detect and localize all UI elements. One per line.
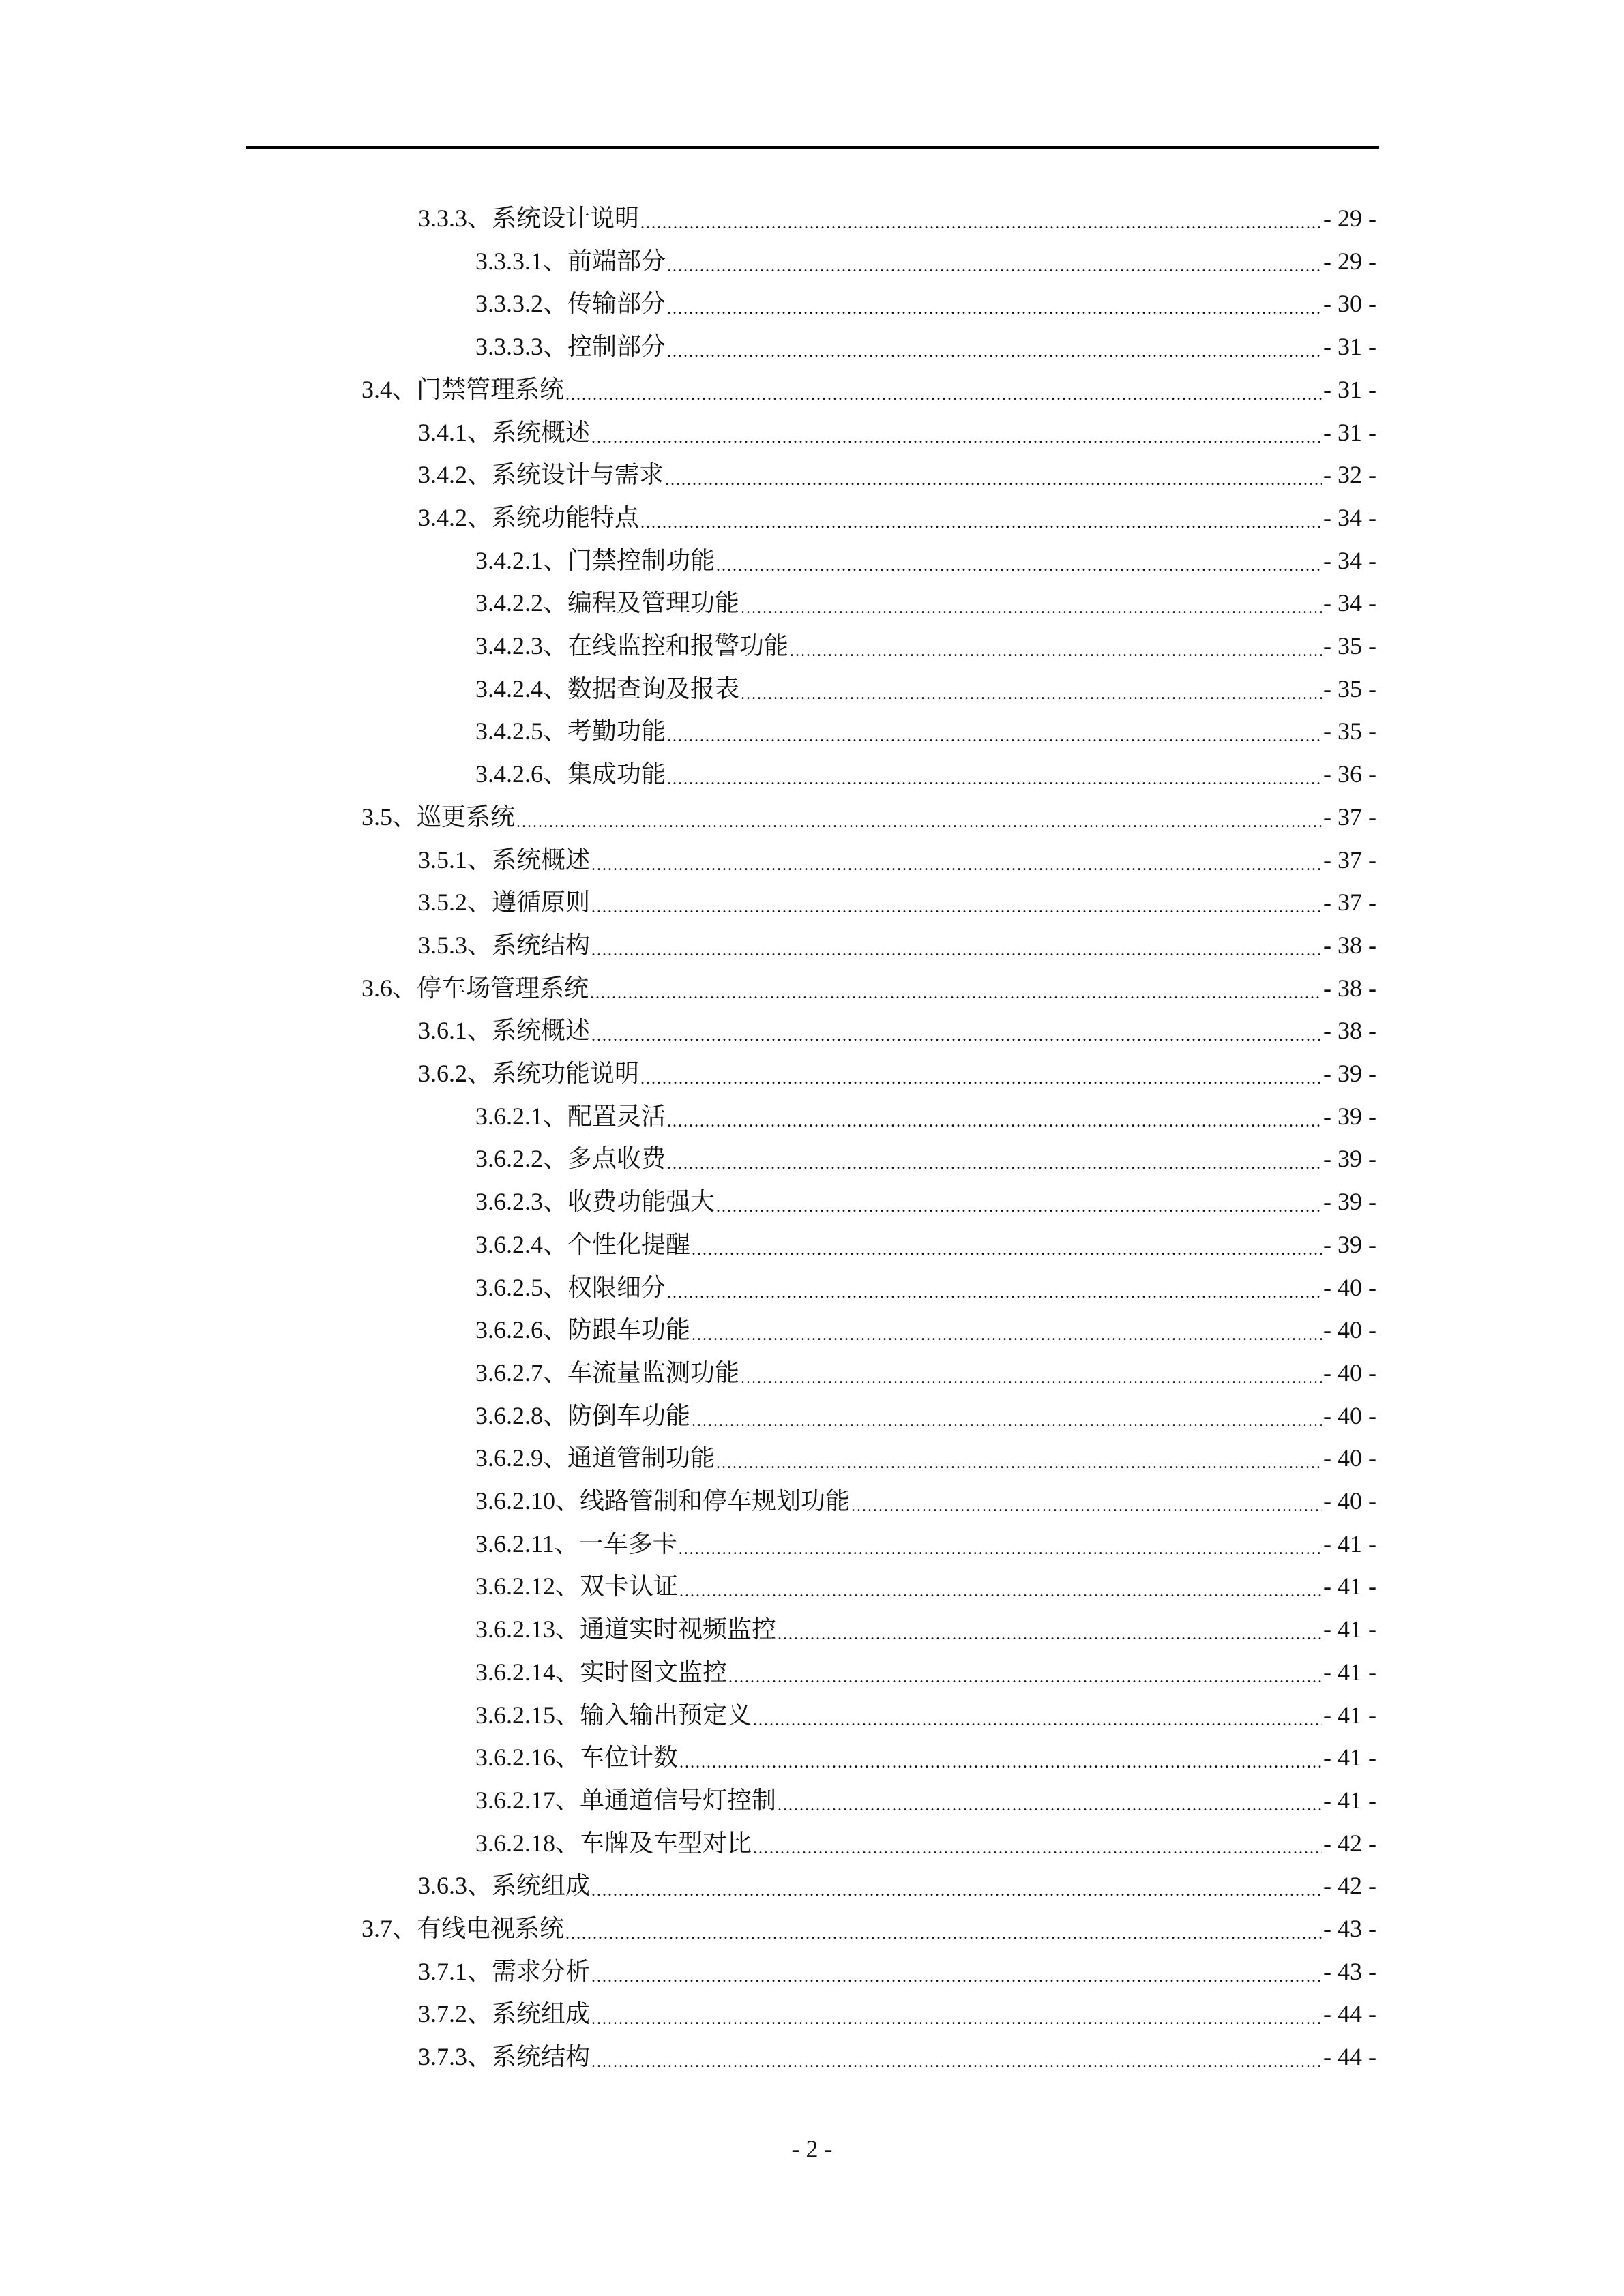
toc-dot-leader <box>741 673 1322 704</box>
toc-entry-page-number: - 38 - <box>1323 1017 1376 1044</box>
toc-entry[interactable] <box>475 1699 1376 1731</box>
toc-entry-number: 3.6.2.2 <box>475 1145 543 1172</box>
toc-entry-title: 系统组成 <box>492 1872 591 1899</box>
toc-entry-separator: 、 <box>467 1017 492 1044</box>
toc-entry-number: 3.4.2.4 <box>475 675 543 702</box>
toc-entry-title: 通道管制功能 <box>567 1444 715 1472</box>
toc-entry-title: 集成功能 <box>567 760 666 788</box>
toc-entry-title: 防倒车功能 <box>567 1402 691 1429</box>
toc-entry[interactable] <box>475 1613 1376 1645</box>
toc-entry-number: 3.3.3.1 <box>475 248 543 275</box>
toc-entry-page-number: - 40 - <box>1323 1359 1376 1386</box>
toc-entry[interactable] <box>475 715 1376 747</box>
toc-entry-separator: 、 <box>555 1658 580 1686</box>
toc-entry-title: 控制部分 <box>567 333 666 360</box>
toc-dot-leader <box>667 1272 1322 1303</box>
toc-entry-separator: 、 <box>467 889 492 916</box>
toc-entry-separator: 、 <box>543 717 568 745</box>
toc-entry-number: 3.6.2.14 <box>475 1658 555 1686</box>
toc-dot-leader <box>692 1229 1322 1260</box>
toc-entry-page-number: - 41 - <box>1323 1701 1376 1729</box>
toc-entry-separator: 、 <box>555 1487 580 1515</box>
toc-entry[interactable] <box>475 1442 1376 1474</box>
toc-entry-title: 门禁管理系统 <box>417 376 565 403</box>
toc-entry-page-number: - 41 - <box>1323 1787 1376 1814</box>
toc-entry-separator: 、 <box>555 1615 580 1643</box>
toc-entry-separator: 、 <box>543 1145 568 1172</box>
toc-entry-page-number: - 40 - <box>1323 1274 1376 1301</box>
toc-entry-number: 3.6.2.12 <box>475 1572 555 1600</box>
toc-dot-leader <box>591 417 1322 448</box>
toc-entry-title: 有线电视系统 <box>417 1915 565 1942</box>
toc-entry-title: 系统设计说明 <box>492 205 640 232</box>
toc-entry-separator: 、 <box>543 1316 568 1343</box>
toc-entry-title: 前端部分 <box>567 248 666 275</box>
toc-entry-page-number: - 31 - <box>1323 333 1376 360</box>
toc-entry-number: 3.6.2.4 <box>475 1231 543 1258</box>
toc-entry-page-number: - 37 - <box>1323 846 1376 874</box>
toc-entry-title: 需求分析 <box>492 1958 591 1985</box>
toc-entry[interactable] <box>418 1058 1376 1089</box>
toc-entry-title: 传输部分 <box>567 290 666 317</box>
toc-entry[interactable] <box>418 1870 1376 1901</box>
toc-entry[interactable] <box>475 1229 1376 1260</box>
toc-dot-leader <box>640 203 1322 234</box>
toc-entry-number: 3.6.2.16 <box>475 1744 555 1771</box>
toc-entry-number: 3.7.2 <box>418 2000 467 2027</box>
toc-entry-separator: 、 <box>555 1572 580 1600</box>
toc-entry-page-number: - 41 - <box>1323 1615 1376 1643</box>
toc-entry-number: 3.6.2.18 <box>475 1830 555 1857</box>
toc-entry-number: 3.6.2.6 <box>475 1316 543 1343</box>
toc-entry-number: 3.6.2.3 <box>475 1188 543 1215</box>
toc-entry-page-number: - 43 - <box>1323 1958 1376 1985</box>
toc-entry-title: 个性化提醒 <box>567 1231 691 1258</box>
toc-entry-page-number: - 34 - <box>1323 589 1376 616</box>
toc-entry[interactable] <box>475 673 1376 704</box>
toc-entry-title: 遵循原则 <box>492 889 591 916</box>
toc-entry-separator: 、 <box>555 1744 580 1771</box>
toc-entry-title: 一车多卡 <box>578 1530 677 1557</box>
toc-entry-separator: 、 <box>467 504 492 531</box>
toc-entry[interactable] <box>475 1186 1376 1217</box>
toc-entry-number: 3.6.2.10 <box>475 1487 555 1515</box>
toc-entry-separator: 、 <box>392 803 417 831</box>
toc-entry[interactable] <box>475 758 1376 790</box>
toc-entry-number: 3.6.2 <box>418 1060 467 1087</box>
toc-entry-page-number: - 39 - <box>1323 1060 1376 1087</box>
toc-entry[interactable] <box>418 1998 1376 2029</box>
toc-entry[interactable] <box>361 1913 1376 1944</box>
toc-entry-separator: 、 <box>467 931 492 959</box>
toc-entry-number: 3.6 <box>361 974 392 1002</box>
toc-dot-leader <box>591 2041 1322 2072</box>
toc-entry[interactable] <box>475 1400 1376 1431</box>
toc-entry[interactable] <box>475 1656 1376 1688</box>
toc-entry-page-number: - 35 - <box>1323 717 1376 745</box>
toc-entry-number: 3.6.2.7 <box>475 1359 543 1386</box>
toc-dot-leader <box>716 545 1322 576</box>
toc-entry[interactable] <box>418 2041 1376 2072</box>
toc-entry-separator: 、 <box>543 1231 568 1258</box>
toc-dot-leader <box>591 1015 1322 1046</box>
toc-entry[interactable] <box>475 1528 1376 1560</box>
toc-entry-number: 3.7 <box>361 1915 392 1942</box>
toc-entry-title: 双卡认证 <box>580 1572 679 1600</box>
toc-entry-page-number: - 40 - <box>1323 1444 1376 1472</box>
toc-entry-title: 在线监控和报警功能 <box>567 632 789 659</box>
toc-entry-number: 3.6.2.5 <box>475 1274 543 1301</box>
toc-entry-page-number: - 44 - <box>1323 2043 1376 2070</box>
toc-entry-separator: 、 <box>543 589 568 616</box>
toc-entry-number: 3.6.2.1 <box>475 1103 543 1130</box>
toc-entry-page-number: - 34 - <box>1323 504 1376 531</box>
toc-entry-number: 3.4 <box>361 376 392 403</box>
toc-entry-title: 车位计数 <box>580 1744 679 1771</box>
toc-entry-page-number: - 43 - <box>1323 1915 1376 1942</box>
toc-entry-separator: 、 <box>392 376 417 403</box>
toc-entry-separator: 、 <box>555 1701 580 1729</box>
toc-entry-number: 3.5.1 <box>418 846 467 874</box>
toc-dot-leader <box>590 972 1322 1004</box>
toc-dot-leader <box>679 1570 1322 1602</box>
toc-entry[interactable] <box>475 245 1376 277</box>
toc-entry[interactable] <box>475 1357 1376 1388</box>
toc-entry[interactable] <box>418 417 1376 448</box>
toc-entry-title: 门禁控制功能 <box>567 547 715 574</box>
toc-entry-title: 车流量监测功能 <box>567 1359 740 1386</box>
toc-dot-leader <box>728 1656 1322 1688</box>
toc-entry-number: 3.5 <box>361 803 392 831</box>
toc-dot-leader <box>716 1442 1322 1474</box>
toc-entry-separator: 、 <box>467 1060 492 1087</box>
toc-entry[interactable] <box>361 374 1376 405</box>
toc-entry[interactable] <box>475 1742 1376 1773</box>
toc-entry-title: 巡更系统 <box>417 803 516 831</box>
toc-entry-title: 系统组成 <box>492 2000 591 2027</box>
toc-dot-leader <box>591 1998 1322 2029</box>
toc-entry[interactable] <box>361 972 1376 1004</box>
toc-entry-page-number: - 38 - <box>1323 974 1376 1002</box>
toc-entry-page-number: - 41 - <box>1323 1572 1376 1600</box>
page-number-footer: - 2 - <box>791 2135 833 2162</box>
toc-entry-page-number: - 44 - <box>1323 2000 1376 2027</box>
toc-entry-page-number: - 34 - <box>1323 547 1376 574</box>
toc-entry-separator: 、 <box>543 632 568 659</box>
toc-dot-leader <box>665 459 1322 490</box>
toc-dot-leader <box>667 245 1322 277</box>
toc-entry[interactable] <box>475 1828 1376 1859</box>
toc-entry-number: 3.4.2.6 <box>475 760 543 788</box>
toc-dot-leader <box>667 1101 1322 1132</box>
toc-entry-page-number: - 42 - <box>1323 1872 1376 1899</box>
toc-dot-leader <box>741 587 1322 618</box>
toc-entry-title: 考勤功能 <box>567 717 666 745</box>
toc-entry-title: 系统功能说明 <box>492 1060 640 1087</box>
toc-dot-leader <box>778 1613 1322 1645</box>
toc-dot-leader <box>591 886 1322 918</box>
toc-entry[interactable] <box>361 801 1376 833</box>
toc-entry[interactable] <box>418 459 1376 490</box>
toc-entry[interactable] <box>475 1485 1376 1517</box>
toc-entry-separator: 、 <box>554 1530 579 1557</box>
toc-entry-number: 3.3.3.2 <box>475 290 543 317</box>
toc-entry-title: 配置灵活 <box>567 1103 666 1130</box>
toc-entry-page-number: - 30 - <box>1323 290 1376 317</box>
toc-entry-title: 系统结构 <box>492 931 591 959</box>
toc-entry-separator: 、 <box>543 333 568 360</box>
toc-dot-leader <box>667 758 1322 790</box>
toc-entry-separator: 、 <box>543 1359 568 1386</box>
toc-entry[interactable] <box>418 929 1376 961</box>
toc-entry-number: 3.4.2.1 <box>475 547 543 574</box>
toc-entry-title: 系统功能特点 <box>492 504 640 531</box>
toc-entry-number: 3.6.3 <box>418 1872 467 1899</box>
toc-dot-leader <box>565 1913 1322 1944</box>
toc-entry-number: 3.5.3 <box>418 931 467 959</box>
toc-entry-title: 系统概述 <box>492 1017 591 1044</box>
toc-entry-title: 通道实时视频监控 <box>580 1615 777 1643</box>
toc-entry-page-number: - 41 - <box>1323 1658 1376 1686</box>
toc-dot-leader <box>692 1400 1322 1431</box>
toc-dot-leader <box>679 1742 1322 1773</box>
toc-entry-title: 编程及管理功能 <box>567 589 740 616</box>
toc-entry-title: 实时图文监控 <box>580 1658 728 1686</box>
toc-dot-leader <box>565 374 1322 405</box>
toc-entry[interactable] <box>475 331 1376 362</box>
toc-entry-separator: 、 <box>543 547 568 574</box>
toc-entry[interactable] <box>475 545 1376 576</box>
toc-entry-separator: 、 <box>467 205 492 232</box>
toc-dot-leader <box>716 1186 1322 1217</box>
toc-entry-separator: 、 <box>467 461 492 488</box>
toc-entry-separator: 、 <box>467 2000 492 2027</box>
toc-entry-number: 3.6.2.15 <box>475 1701 555 1729</box>
toc-entry[interactable] <box>475 1272 1376 1303</box>
toc-entry-number: 3.4.2 <box>418 504 467 531</box>
toc-dot-leader <box>667 715 1322 747</box>
toc-dot-leader <box>753 1828 1322 1859</box>
toc-entry-number: 3.4.2.3 <box>475 632 543 659</box>
toc-entry-separator: 、 <box>467 1872 492 1899</box>
toc-entry-separator: 、 <box>392 974 417 1002</box>
toc-entry-title: 收费功能强大 <box>567 1188 715 1215</box>
toc-entry-separator: 、 <box>555 1830 580 1857</box>
toc-entry-page-number: - 29 - <box>1323 205 1376 232</box>
toc-entry[interactable] <box>475 288 1376 319</box>
toc-dot-leader <box>591 1956 1322 1987</box>
toc-dot-leader <box>667 331 1322 362</box>
toc-entry-title: 线路管制和停车规划功能 <box>580 1487 851 1515</box>
toc-entry-title: 停车场管理系统 <box>417 974 589 1002</box>
toc-entry-page-number: - 40 - <box>1323 1402 1376 1429</box>
toc-entry-number: 3.7.1 <box>418 1958 467 1985</box>
toc-entry-separator: 、 <box>543 675 568 702</box>
toc-dot-leader <box>667 1143 1322 1174</box>
toc-entry-page-number: - 31 - <box>1323 419 1376 446</box>
toc-entry-separator: 、 <box>543 290 568 317</box>
toc-entry[interactable] <box>475 1101 1376 1132</box>
toc-entry[interactable] <box>475 630 1376 661</box>
toc-entry-number: 3.6.2.9 <box>475 1444 543 1472</box>
toc-entry-separator: 、 <box>543 760 568 788</box>
toc-entry-title: 多点收费 <box>567 1145 666 1172</box>
toc-entry-title: 车牌及车型对比 <box>580 1830 752 1857</box>
toc-entry-page-number: - 35 - <box>1323 632 1376 659</box>
toc-entry-page-number: - 39 - <box>1323 1103 1376 1130</box>
toc-entry[interactable] <box>475 1314 1376 1345</box>
toc-entry-page-number: - 40 - <box>1323 1316 1376 1343</box>
toc-dot-leader <box>640 502 1322 533</box>
toc-entry-page-number: - 31 - <box>1323 376 1376 403</box>
toc-entry-title: 系统结构 <box>492 2043 591 2070</box>
toc-entry-page-number: - 39 - <box>1323 1145 1376 1172</box>
toc-entry-number: 3.6.1 <box>418 1017 467 1044</box>
toc-dot-leader <box>790 630 1322 661</box>
toc-entry-page-number: - 41 - <box>1323 1530 1376 1557</box>
toc-entry-separator: 、 <box>543 1188 568 1215</box>
toc-entry-number: 3.4.2.5 <box>475 717 543 745</box>
toc-entry-page-number: - 29 - <box>1323 248 1376 275</box>
toc-entry[interactable] <box>475 1143 1376 1174</box>
toc-entry-separator: 、 <box>555 1787 580 1814</box>
toc-entry[interactable] <box>418 203 1376 234</box>
toc-dot-leader <box>640 1058 1322 1089</box>
toc-entry-separator: 、 <box>543 1402 568 1429</box>
toc-entry-separator: 、 <box>392 1915 417 1942</box>
toc-entry-page-number: - 37 - <box>1323 803 1376 831</box>
toc-dot-leader <box>591 844 1322 876</box>
toc-entry-number: 3.5.2 <box>418 889 467 916</box>
toc-dot-leader <box>591 1870 1322 1901</box>
toc-entry-page-number: - 41 - <box>1323 1744 1376 1771</box>
toc-entry-separator: 、 <box>543 1444 568 1472</box>
toc-entry[interactable] <box>418 502 1376 533</box>
toc-entry[interactable] <box>418 1015 1376 1046</box>
toc-dot-leader <box>778 1785 1322 1816</box>
toc-entry-title: 防跟车功能 <box>567 1316 691 1343</box>
toc-entry-separator: 、 <box>467 419 492 446</box>
toc-entry-number: 3.6.2.13 <box>475 1615 555 1643</box>
toc-entry[interactable] <box>475 587 1376 618</box>
toc-dot-leader <box>851 1485 1322 1517</box>
toc-entry-separator: 、 <box>467 1958 492 1985</box>
toc-entry-number: 3.3.3 <box>418 205 467 232</box>
toc-entry-page-number: - 36 - <box>1323 760 1376 788</box>
toc-entry-separator: 、 <box>467 2043 492 2070</box>
toc-entry-separator: 、 <box>467 846 492 874</box>
toc-entry-separator: 、 <box>543 1274 568 1301</box>
toc-entry-number: 3.7.3 <box>418 2043 467 2070</box>
toc-entry-title: 输入输出预定义 <box>580 1701 752 1729</box>
toc-entry[interactable] <box>475 1570 1376 1602</box>
toc-entry-page-number: - 39 - <box>1323 1188 1376 1215</box>
header-rule <box>246 146 1379 149</box>
toc-entry-number: 3.4.2.2 <box>475 589 543 616</box>
toc-entry-separator: 、 <box>543 248 568 275</box>
toc-entry-page-number: - 37 - <box>1323 889 1376 916</box>
toc-entry-title: 系统概述 <box>492 846 591 874</box>
toc-entry-number: 3.6.2.17 <box>475 1787 555 1814</box>
toc-entry-page-number: - 39 - <box>1323 1231 1376 1258</box>
toc-entry-page-number: - 35 - <box>1323 675 1376 702</box>
toc-entry-number: 3.4.1 <box>418 419 467 446</box>
toc-entry-page-number: - 42 - <box>1323 1830 1376 1857</box>
toc-entry-separator: 、 <box>543 1103 568 1130</box>
toc-entry-title: 权限细分 <box>567 1274 666 1301</box>
toc-dot-leader <box>692 1314 1322 1345</box>
toc-entry-title: 单通道信号灯控制 <box>580 1787 777 1814</box>
toc-entry-number: 3.6.2.11 <box>475 1530 555 1557</box>
toc-entry-page-number: - 38 - <box>1323 931 1376 959</box>
toc-entry-title: 系统设计与需求 <box>492 461 664 488</box>
toc-dot-leader <box>753 1699 1322 1731</box>
toc-dot-leader <box>667 288 1322 319</box>
toc-dot-leader <box>741 1357 1322 1388</box>
toc-entry[interactable] <box>418 886 1376 918</box>
toc-entry[interactable] <box>418 844 1376 876</box>
toc-entry-number: 3.4.2 <box>418 461 467 488</box>
toc-entry[interactable] <box>475 1785 1376 1816</box>
toc-entry-number: 3.3.3.3 <box>475 333 543 360</box>
toc-dot-leader <box>516 801 1322 833</box>
toc-entry-page-number: - 40 - <box>1323 1487 1376 1515</box>
toc-dot-leader <box>679 1528 1322 1560</box>
toc-entry[interactable] <box>418 1956 1376 1987</box>
toc-entry-page-number: - 32 - <box>1323 461 1376 488</box>
toc-entry-title: 系统概述 <box>492 419 591 446</box>
toc-entry-number: 3.6.2.8 <box>475 1402 543 1429</box>
toc-dot-leader <box>591 929 1322 961</box>
toc-entry-title: 数据查询及报表 <box>567 675 740 702</box>
